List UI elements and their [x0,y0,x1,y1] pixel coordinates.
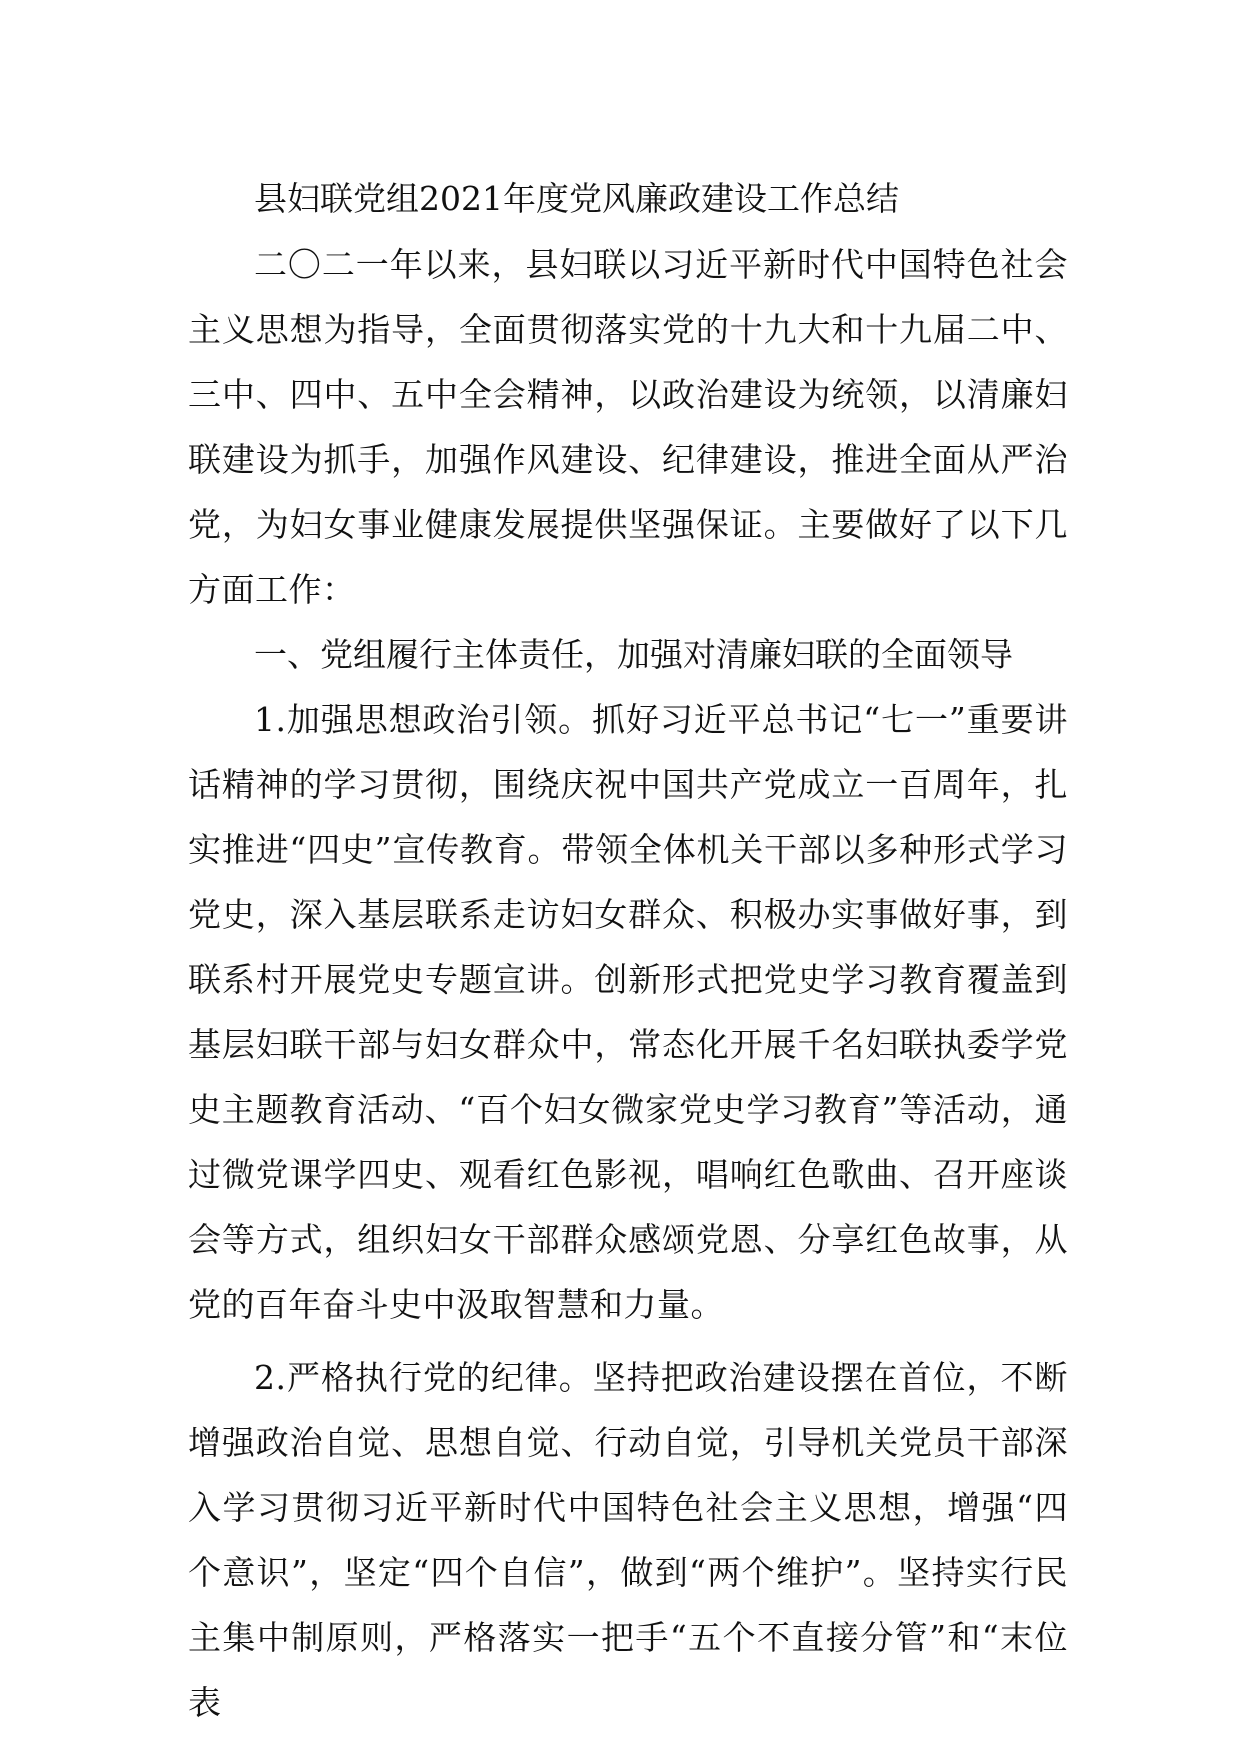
paragraph-gap [188,1337,1068,1345]
section-heading: 一、党组履行主体责任，加强对清廉妇联的全面领导 [254,635,1013,674]
document-page [188,166,1068,1735]
document-title: 县妇联党组2021年度党风廉政建设工作总结 [254,179,899,218]
intro-paragraph: 二〇二一年以来，县妇联以习近平新时代中国特色社会主义思想为指导，全面贯彻落实党的十九大和十九届二中、三中、四中、五中全会精神，以政治建设为统领，以清廉妇联建设为抓手，加强作风建设、纪律建设，推进全面从严治党，为妇女事业健康发展提供坚强保证。主要做好了以下几方面工作： [188,245,1068,609]
item-2-paragraph: 2.严格执行党的纪律。坚持把政治建设摆在首位，不断增强政治自觉、思想自觉、行动自觉，引导机关党员干部深入学习贯彻习近平新时代中国特色社会主义思想，增强“四个意识”，坚定“四个自信”，做到“两个维护”。坚持实行民主集中制原则，严格落实一把手“五个不直接分管”和“末位表 [188,1358,1068,1722]
item-1-paragraph: 1.加强思想政治引领。抓好习近平总书记“七一”重要讲话精神的学习贯彻，围绕庆祝中国共产党成立一百周年，扎实推进“四史”宣传教育。带领全体机关干部以多种形式学习党史，深入基层联系走访妇女群众、积极办实事做好事，到联系村开展党史专题宣讲。创新形式把党史学习教育覆盖到基层妇联干部与妇女群众中，常态化开展千名妇联执委学党史主题教育活动、“百个妇女微家党史学习教育”等活动，通过微党课学四史、观看红色影视，唱响红色歌曲、召开座谈会等方式，组织妇女干部群众感颂党恩、分享红色故事，从党的百年奋斗史中汲取智慧和力量。 [188,700,1068,1324]
